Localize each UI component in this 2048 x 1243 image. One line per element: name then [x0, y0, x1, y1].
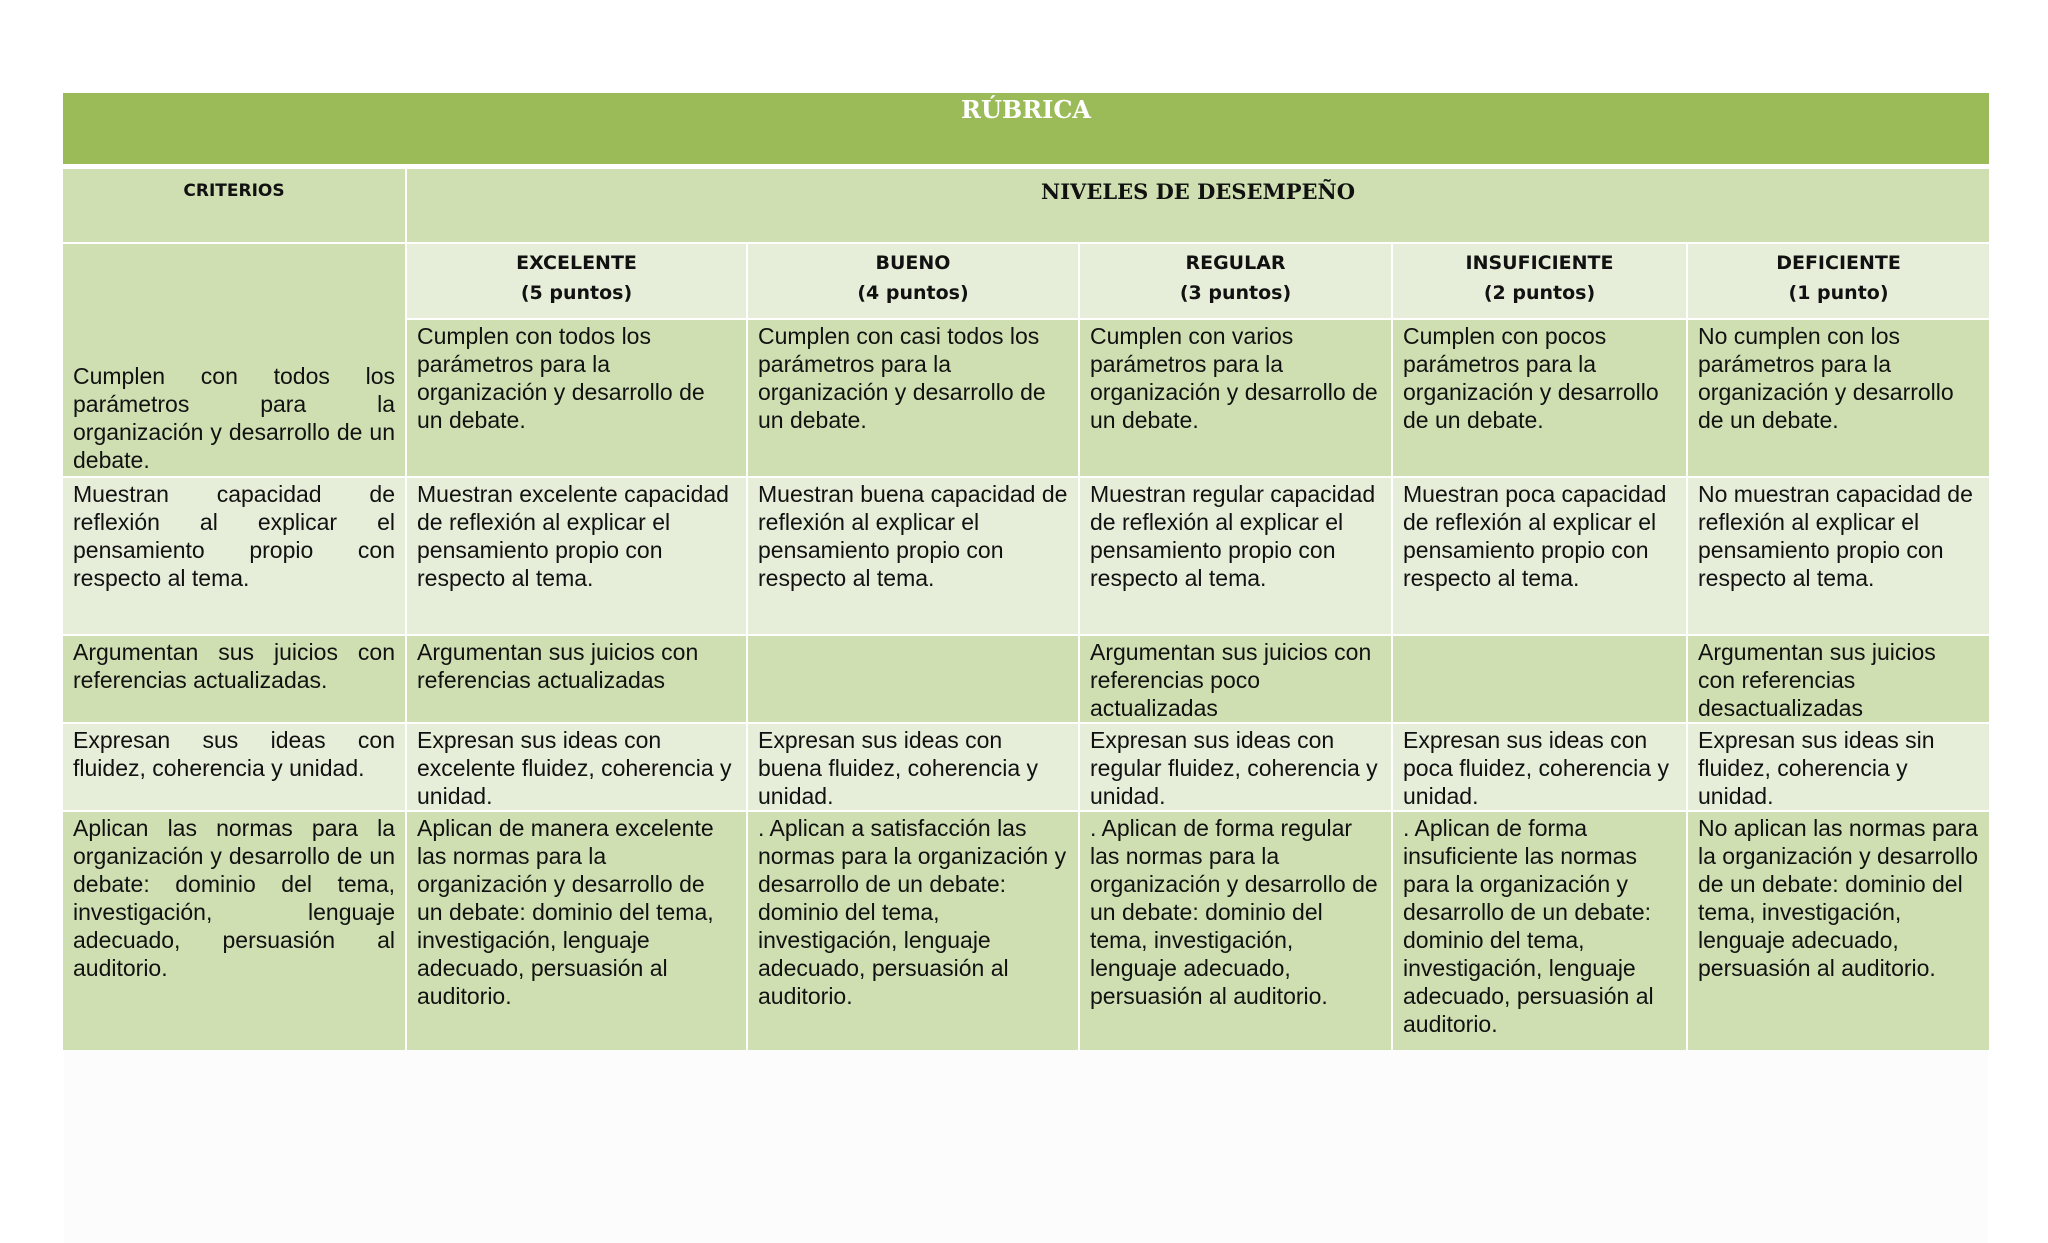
level-points: (3 puntos) [1179, 282, 1292, 304]
rubric-cell: Muestran poca capacidad de reflexión al explicar el pensamiento propio con respecto al tema. [1391, 476, 1686, 634]
rubric-cell: Muestran buena capacidad de reflexión al explicar el pensamiento propio con respecto al tema. [746, 476, 1078, 634]
rubric-cell: Muestran excelente capacidad de reflexión al explicar el pensamiento propio con respecto al tema. [405, 476, 746, 634]
rubric-cell: Muestran regular capacidad de reflexión al explicar el pensamiento propio con respecto al tema. [1078, 476, 1391, 634]
criterion-cell: Aplican las normas para la organización y desarrollo de un debate: dominio del tema, investigación, lenguaje adecuado, persuasión al auditorio. [63, 810, 405, 1050]
rubric-title: RÚBRICA [63, 93, 1989, 169]
level-header-insuficiente [1391, 242, 1686, 318]
rubric-cell: No cumplen con los parámetros para la organización y desarrollo de un debate. [1686, 318, 1989, 476]
rubric-cell: Cumplen con varios parámetros para la organización y desarrollo de un debate. [1078, 318, 1391, 476]
rubric-cell: Expresan sus ideas con poca fluidez, coherencia y unidad. [1391, 722, 1686, 810]
rubric-cell: No muestran capacidad de reflexión al explicar el pensamiento propio con respecto al tema. [1686, 476, 1989, 634]
page-background [64, 1050, 1988, 1243]
rubric-cell: Cumplen con todos los parámetros para la organización y desarrollo de un debate. [405, 318, 746, 476]
rubric-table [63, 93, 1989, 1050]
rubric-cell: Expresan sus ideas con excelente fluidez, coherencia y unidad. [405, 722, 746, 810]
level-name: EXCELENTE [516, 252, 637, 274]
criterion-cell: Cumplen con todos los parámetros para la organización y desarrollo de un debate. [63, 242, 405, 476]
rubric-cell: Aplican de manera excelente las normas para la organización y desarrollo de un debate: dominio del tema, investigación, lenguaje adecuado, persuasión al auditorio. [405, 810, 746, 1050]
rubric-cell: . Aplican de forma insuficiente las normas para la organización y desarrollo de un debate: dominio del tema, investigación, lenguaje adecuado, persuasión al auditorio. [1391, 810, 1686, 1050]
level-header-deficiente [1686, 242, 1989, 318]
rubric-cell: Expresan sus ideas con regular fluidez, coherencia y unidad. [1078, 722, 1391, 810]
rubric-cell: Argumentan sus juicios con referencias poco actualizadas [1078, 634, 1391, 722]
rubric-cell: . Aplican a satisfacción las normas para la organización y desarrollo de un debate: dominio del tema, investigación, lenguaje adecuado, persuasión al auditorio. [746, 810, 1078, 1050]
rubric-cell: Argumentan sus juicios con referencias actualizadas [405, 634, 746, 722]
rubric-cell: Argumentan sus juicios con referencias desactualizadas [1686, 634, 1989, 722]
rubric-cell: Cumplen con pocos parámetros para la organización y desarrollo de un debate. [1391, 318, 1686, 476]
level-name: BUENO [875, 252, 951, 274]
level-header-excelente [405, 242, 746, 318]
level-points: (4 puntos) [857, 282, 969, 304]
criterion-cell: Argumentan sus juicios con referencias actualizadas. [63, 634, 405, 722]
rubric-cell: Cumplen con casi todos los parámetros para la organización y desarrollo de un debate. [746, 318, 1078, 476]
level-points: (1 punto) [1788, 282, 1889, 304]
rubric-cell: Expresan sus ideas con buena fluidez, coherencia y unidad. [746, 722, 1078, 810]
performance-levels-header: NIVELES DE DESEMPEÑO [405, 169, 1989, 242]
level-points: (5 puntos) [520, 282, 633, 304]
level-header-bueno [746, 242, 1078, 318]
rubric-cell [746, 634, 1078, 722]
criterion-cell: Muestran capacidad de reflexión al explicar el pensamiento propio con respecto al tema. [63, 476, 405, 634]
rubric-cell: No aplican las normas para la organización y desarrollo de un debate: dominio del tema, investigación, lenguaje adecuado, persuasión al auditorio. [1686, 810, 1989, 1050]
level-header-regular [1078, 242, 1391, 318]
level-name: REGULAR [1185, 252, 1286, 274]
rubric-cell: Expresan sus ideas sin fluidez, coherencia y unidad. [1686, 722, 1989, 810]
rubric-cell [1391, 634, 1686, 722]
rubric-cell: . Aplican de forma regular las normas para la organización y desarrollo de un debate: dominio del tema, investigación, lenguaje adecuado, persuasión al auditorio. [1078, 810, 1391, 1050]
level-name: INSUFICIENTE [1465, 252, 1614, 274]
level-points: (2 puntos) [1483, 282, 1596, 304]
level-name: DEFICIENTE [1776, 252, 1901, 274]
criteria-header: CRITERIOS [63, 169, 405, 242]
criterion-cell: Expresan sus ideas con fluidez, coherencia y unidad. [63, 722, 405, 810]
